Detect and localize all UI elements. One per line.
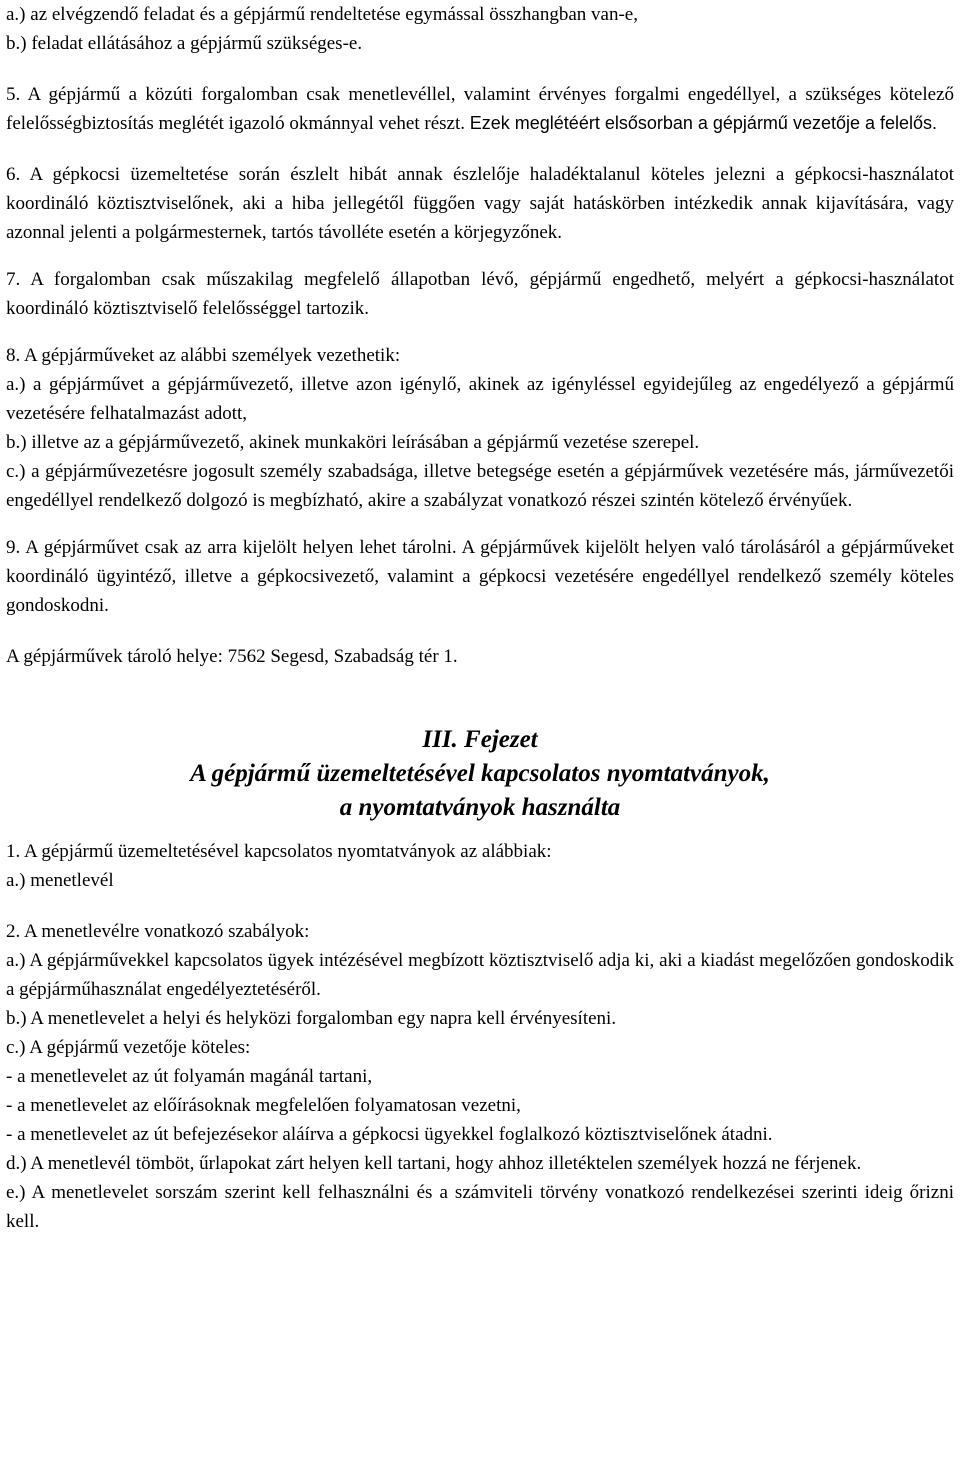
paragraph-rules-a: a.) A gépjárművekkel kapcsolatos ügyek intézésével megbízott köztisztviselő adja ki, aki a kiadást megelőzően gondoskodik a gépjárműhasználat engedélyeztetéséről. (6, 950, 954, 1000)
chapter-subtitle-2: a nyomtatványok használta (339, 794, 621, 821)
paragraph-forms-a: a.) menetlevél (6, 870, 114, 891)
paragraph-rules-intro: 2. A menetlevélre vonatkozó szabályok: (6, 921, 310, 942)
paragraph-forms-intro: 1. A gépjármű üzemeltetésével kapcsolatos nyomtatványok az alábbiak: (6, 841, 552, 862)
paragraph-line-a: a.) az elvégzendő feladat és a gépjármű rendeltetése egymással összhangban van-e, (6, 4, 638, 25)
paragraph-rules-b: b.) A menetlevelet a helyi és helyközi forgalomban egy napra kell érvényesíteni. (6, 1008, 617, 1029)
paragraph-storage: A gépjárművek tároló helye: 7562 Segesd, Szabadság tér 1. (6, 646, 458, 667)
section-5-text: 5. A gépjármű a közúti forgalomban csak menetlevéllel, valamint érvényes forgalmi engedéllyel, a szükséges kötelező felelősségbiztosítás meglétét igazoló okmánnyal vehet részt. (6, 84, 954, 134)
paragraph-section-8-b: b.) illetve az a gépjárművezető, akinek munkaköri leírásában a gépjármű vezetése szerepel. (6, 432, 700, 453)
paragraph-section-6: 6. A gépkocsi üzemeltetése során észlelt hibát annak észlelője haladéktalanul köteles jelezni a gépkocsi-használatot koordináló köztisztviselőnek, aki a hiba jellegétől függően vagy saját hatáskörben intézkedik annak kijavítására, vagy azonnal jelenti a polgármesternek, tartós távolléte esetén a körjegyzőnek. (6, 164, 954, 243)
paragraph-rules-e: e.) A menetlevelet sorszám szerint kell felhasználni és a számviteli törvény vonatkozó rendelkezései szerinti ideig őrizni kell. (6, 1182, 954, 1232)
paragraph-section-7: 7. A forgalomban csak műszakilag megfelelő állapotban lévő, gépjármű engedhető, melyért a gépkocsi-használatot koordináló köztisztviselő felelősséggel tartozik. (6, 269, 954, 319)
paragraph-line-b: b.) feladat ellátásához a gépjármű szükséges-e. (6, 33, 363, 54)
list-item-rules-c-1: - a menetlevelet az út folyamán magánál tartani, (6, 1066, 373, 1087)
paragraph-rules-c: c.) A gépjármű vezetője köteles: (6, 1037, 251, 1058)
chapter-heading (6, 723, 954, 825)
paragraph-section-5 (6, 80, 954, 138)
paragraph-section-8-c: c.) a gépjárművezetésre jogosult személy szabadsága, illetve betegsége esetén a gépjárművek vezetésére más, járművezetői engedéllyel rendelkező dolgozó is megbízható, akire a szabályzat vonatkozó részei szintén kötelező érvényűek. (6, 461, 954, 511)
section-5-text-sans: Ezek meglétéért elsősorban a gépjármű vezetője a felelős. (469, 113, 938, 133)
list-item-rules-c-2: - a menetlevelet az előírásoknak megfelelően folyamatosan vezetni, (6, 1095, 521, 1116)
chapter-subtitle-1: A gépjármű üzemeltetésével kapcsolatos nyomtatványok, (190, 760, 770, 787)
paragraph-section-9: 9. A gépjárművet csak az arra kijelölt helyen lehet tárolni. A gépjárművek kijelölt helyen való tárolásáról a gépjárműveket koordináló ügyintéző, illetve a gépkocsivezető, valamint a gépkocsi vezetésére engedéllyel rendelkező személy köteles gondoskodni. (6, 537, 954, 616)
list-item-rules-c-3: - a menetlevelet az út befejezésekor aláírva a gépkocsi ügyekkel foglalkozó köztisztviselőnek átadni. (6, 1124, 773, 1145)
paragraph-section-8-a: a.) a gépjárművet a gépjárművezető, illetve azon igénylő, akinek az igényléssel egyidejűleg az engedélyező a gépjármű vezetésére felhatalmazást adott, (6, 374, 954, 424)
chapter-title: III. Fejezet (422, 726, 538, 753)
paragraph-rules-d: d.) A menetlevél tömböt, űrlapokat zárt helyen kell tartani, hogy ahhoz illetéktelen személyek hozzá ne férjenek. (6, 1153, 862, 1174)
paragraph-section-8-intro: 8. A gépjárműveket az alábbi személyek vezethetik: (6, 345, 401, 366)
